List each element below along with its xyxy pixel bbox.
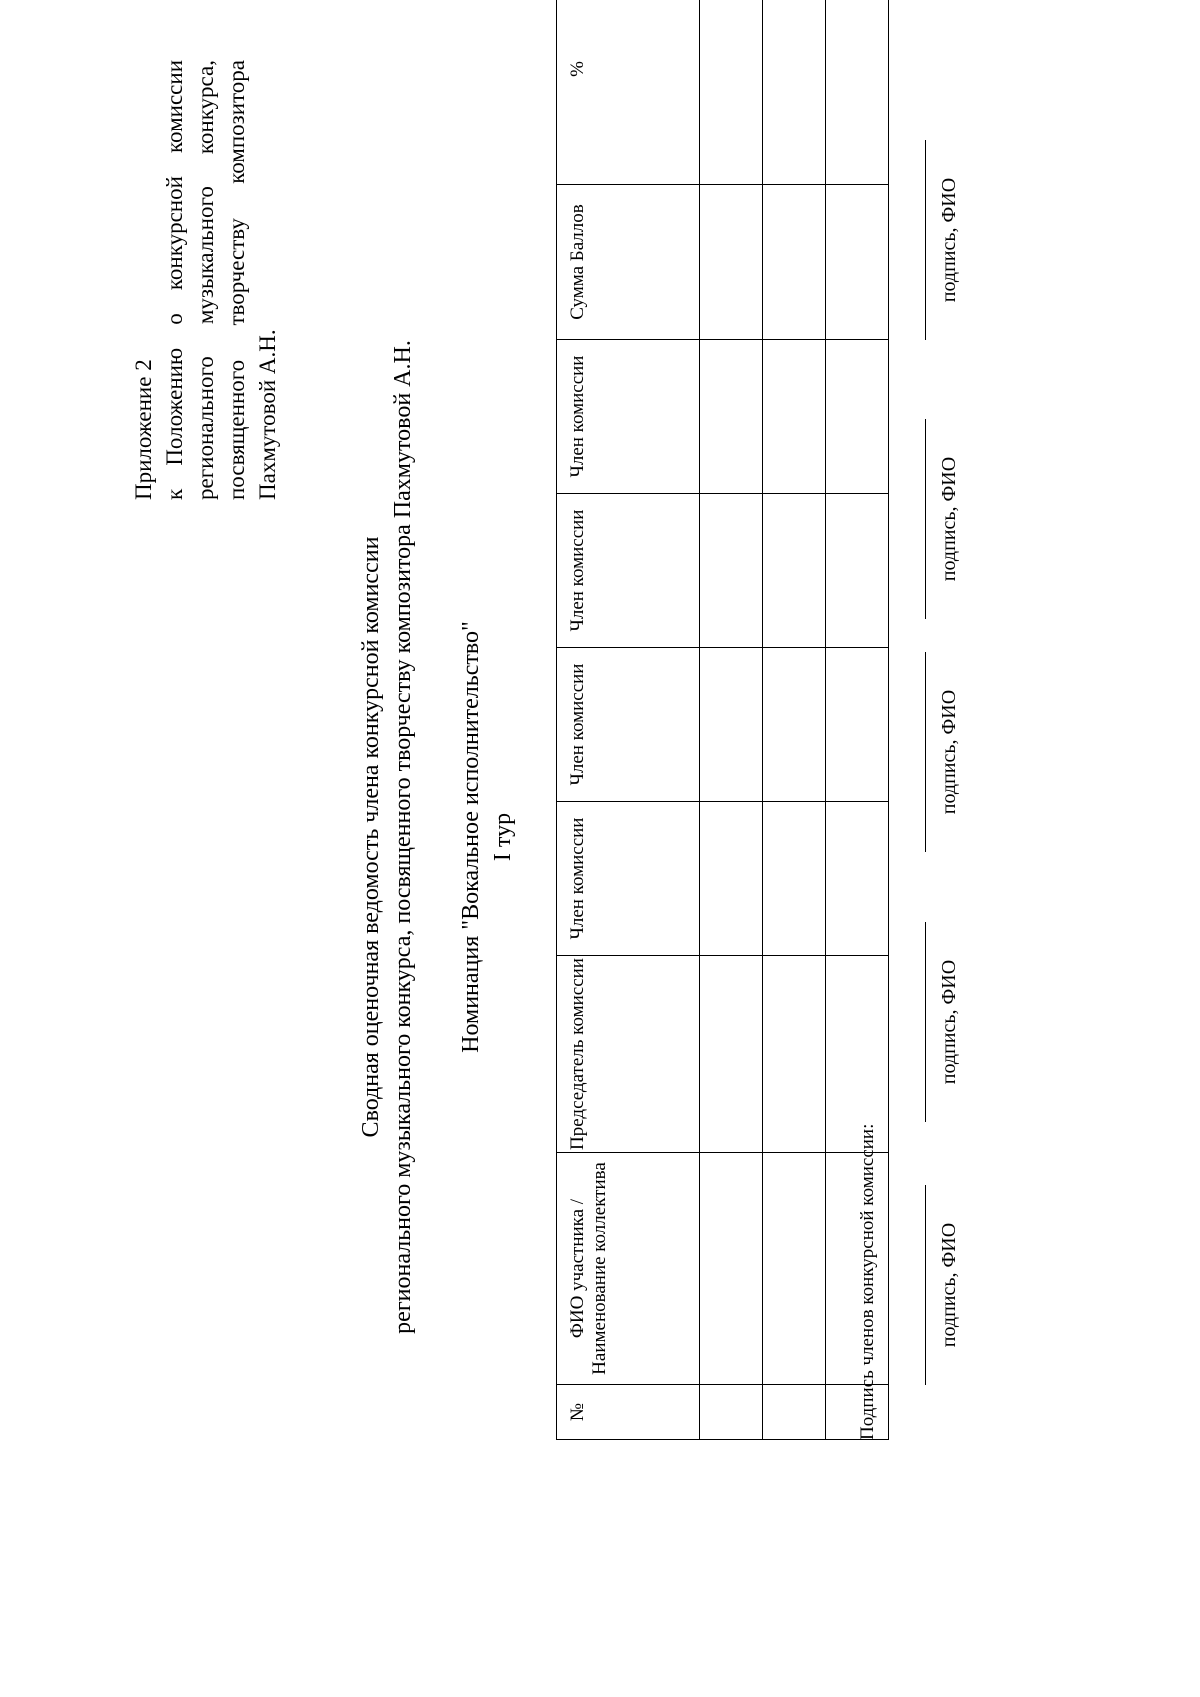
cell-member-1-score: [763, 802, 826, 956]
cell-percent: [763, 0, 826, 185]
header-member-1: Член комиссии: [557, 802, 700, 956]
signature-line: подпись, ФИО: [925, 652, 961, 852]
cell-percent: [826, 0, 889, 185]
cell-member-4-score: [763, 340, 826, 494]
signature-line: подпись, ФИО: [925, 140, 961, 340]
header-number: №: [557, 1385, 700, 1440]
title-line-1: Сводная оценочная ведомость члена конкурсной комиссии: [358, 536, 384, 1138]
header-score-sum: Сумма Баллов: [557, 185, 700, 340]
cell-percent: [700, 0, 763, 185]
document-title: [355, 277, 519, 1397]
cell-member-4-score: [700, 340, 763, 494]
header-chairman: Председатель комиссии: [557, 956, 700, 1153]
cell-member-3-score: [763, 494, 826, 648]
table-header-row: [557, 0, 700, 1440]
tour-label: I тур: [490, 812, 516, 862]
cell-chairman-score: [763, 956, 826, 1153]
score-table: [556, 0, 889, 1440]
cell-score-sum: [700, 185, 763, 340]
cell-number: [700, 1385, 763, 1440]
cell-member-3-score: [700, 494, 763, 648]
appendix-reference: к Положению о конкурсной комиссии регионального музыкального конкурса, посвященного творчеству композитора Пахмутовой А.Н.: [162, 60, 280, 500]
cell-participant-name: [700, 1153, 763, 1385]
header-participant-name: ФИО участника / Наименование коллектива: [557, 1153, 700, 1385]
table-row: [700, 0, 763, 1440]
header-percent: %: [557, 0, 700, 185]
header-member-3: Член комиссии: [557, 494, 700, 648]
header-member-2: Член комиссии: [557, 648, 700, 802]
signatures-caption: Подпись членов конкурсной комиссии:: [857, 1123, 878, 1440]
cell-member-2-score: [700, 648, 763, 802]
cell-member-3-score: [826, 494, 889, 648]
appendix-number: Приложение 2: [131, 359, 156, 500]
cell-participant-name: [763, 1153, 826, 1385]
cell-member-1-score: [826, 802, 889, 956]
cell-member-2-score: [763, 648, 826, 802]
cell-chairman-score: [700, 956, 763, 1153]
cell-member-2-score: [826, 648, 889, 802]
cell-score-sum: [763, 185, 826, 340]
title-line-2: регионального музыкального конкурса, посвященного творчеству композитора Пахмутовой А.Н.: [390, 340, 416, 1334]
cell-score-sum: [826, 185, 889, 340]
signature-line: подпись, ФИО: [925, 419, 961, 619]
header-member-4: Член комиссии: [557, 340, 700, 494]
cell-number: [763, 1385, 826, 1440]
cell-member-1-score: [700, 802, 763, 956]
table-row: [763, 0, 826, 1440]
signature-line: подпись, ФИО: [925, 1185, 961, 1385]
appendix-note: [128, 60, 283, 500]
signature-line: подпись, ФИО: [925, 922, 961, 1122]
nomination-title: Номинация "Вокальное исполнительство": [458, 621, 484, 1053]
cell-member-4-score: [826, 340, 889, 494]
